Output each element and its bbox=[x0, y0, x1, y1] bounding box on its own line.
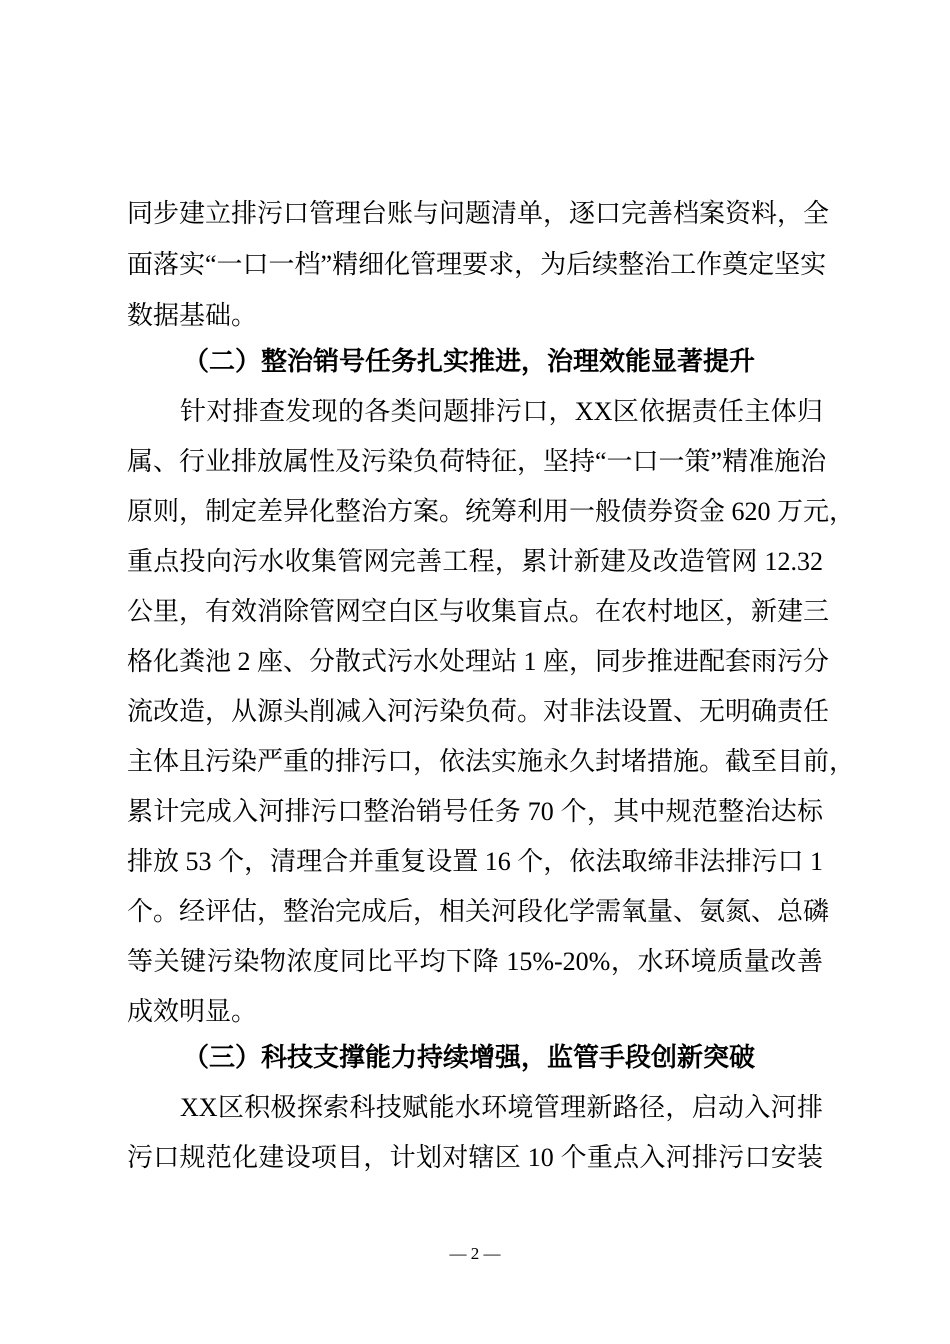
paragraph-line: 原则，制定差异化整治方案。统筹利用一般债券资金 620 万元， bbox=[127, 497, 856, 526]
paragraph-line: 成效明显。 bbox=[127, 997, 258, 1026]
paragraph-line: 主体且污染严重的排污口，依法实施永久封堵措施。截至目前， bbox=[127, 747, 856, 776]
paragraph-line: 个。经评估，整治完成后，相关河段化学需氧量、氨氮、总磷 bbox=[127, 897, 830, 926]
page-number: — 2 — bbox=[449, 1244, 501, 1263]
section-heading: （三）科技支撑能力持续增强，监管手段创新突破 bbox=[183, 1043, 756, 1073]
paragraph-line: 等关键污染物浓度同比平均下降 15%-20%，水环境质量改善 bbox=[127, 947, 823, 976]
paragraph-line: 排放 53 个，清理合并重复设置 16 个，依法取缔非法排污口 1 bbox=[127, 847, 823, 876]
paragraph-line: 累计完成入河排污口整治销号任务 70 个，其中规范整治达标 bbox=[127, 797, 823, 826]
paragraph-line: 格化粪池 2 座、分散式污水处理站 1 座，同步推进配套雨污分 bbox=[127, 647, 830, 676]
paragraph-line: 属、行业排放属性及污染负荷特征，坚持“一口一策”精准施治 bbox=[127, 447, 827, 476]
paragraph-line: XX区积极探索科技赋能水环境管理新路径，启动入河排 bbox=[180, 1093, 823, 1122]
paragraph-line: 污口规范化建设项目，计划对辖区 10 个重点入河排污口安装 bbox=[127, 1143, 823, 1172]
paragraph-line: 同步建立排污口管理台账与问题清单，逐口完善档案资料，全 bbox=[127, 199, 830, 228]
paragraph-line: 公里，有效消除管网空白区与收集盲点。在农村地区，新建三 bbox=[127, 597, 830, 626]
section-heading: （二）整治销号任务扎实推进，治理效能显著提升 bbox=[183, 347, 756, 377]
paragraph-line: 针对排查发现的各类问题排污口，XX区依据责任主体归 bbox=[180, 397, 823, 426]
paragraph-line: 面落实“一口一档”精细化管理要求，为后续整治工作奠定坚实 bbox=[127, 250, 827, 279]
paragraph-line: 数据基础。 bbox=[127, 301, 258, 330]
paragraph-line: 流改造，从源头削减入河污染负荷。对非法设置、无明确责任 bbox=[127, 697, 830, 726]
paragraph-line: 重点投向污水收集管网完善工程，累计新建及改造管网 12.32 bbox=[127, 547, 823, 576]
